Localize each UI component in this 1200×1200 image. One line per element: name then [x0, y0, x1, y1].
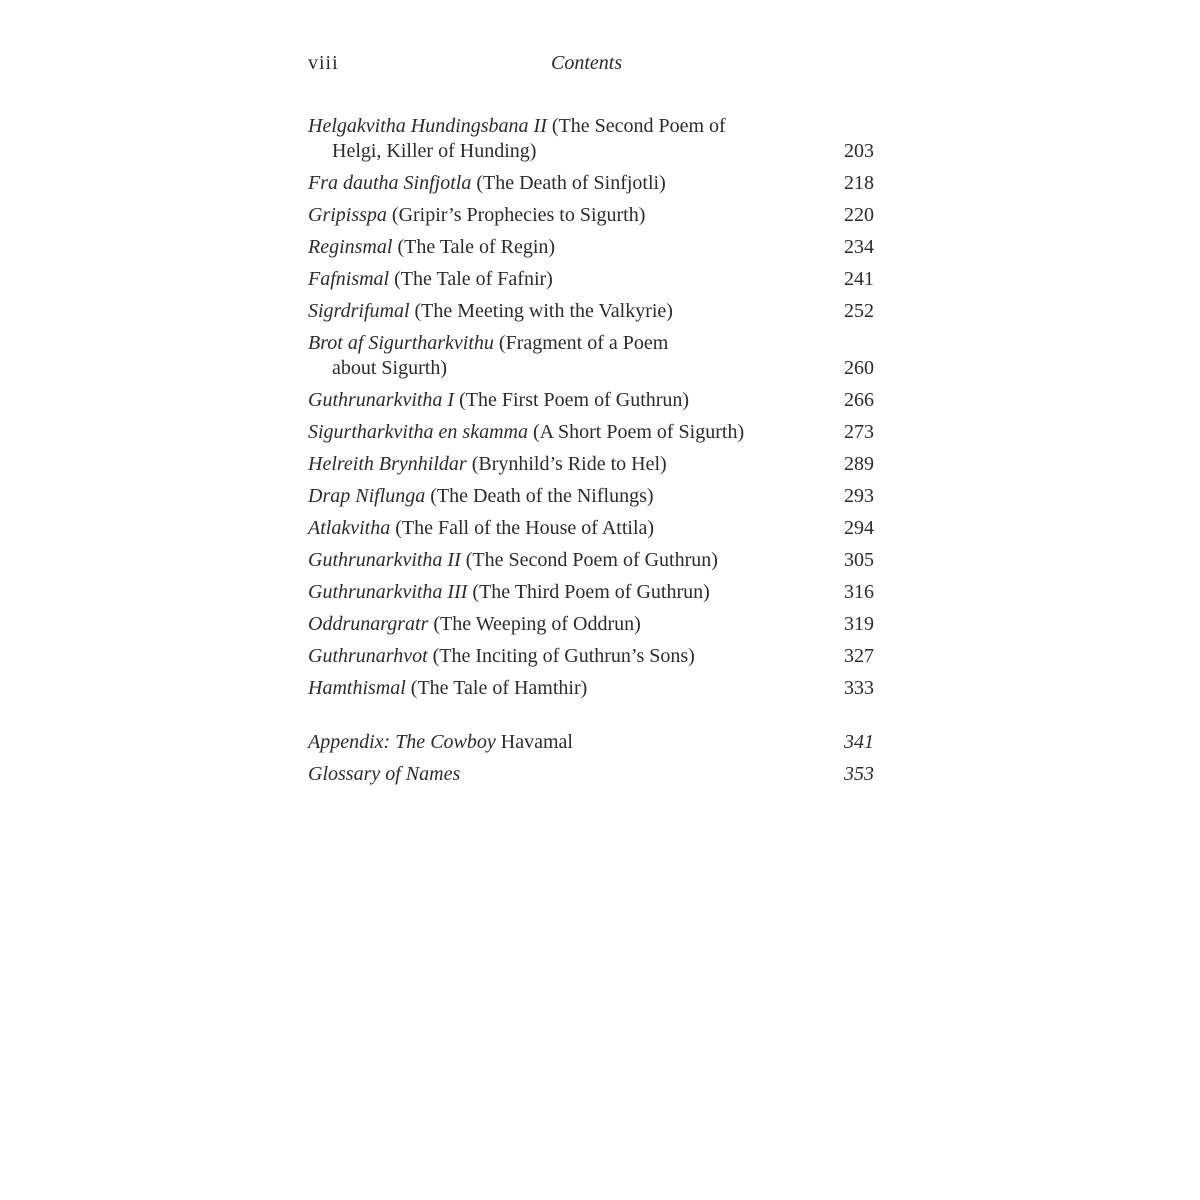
toc-entry-page: 260 — [844, 357, 874, 379]
toc-entry-title: Appendix: The Cowboy — [308, 731, 496, 753]
toc-entry-title: Helreith Brynhildar — [308, 453, 467, 475]
toc-entry-page: 305 — [844, 549, 874, 571]
toc-entry-page: 293 — [844, 485, 874, 507]
toc-entry-page: 218 — [844, 172, 874, 194]
toc-entry-gloss: Havamal — [495, 731, 573, 753]
toc-entry-page: 327 — [844, 645, 874, 667]
toc-entry-page: 273 — [844, 421, 874, 443]
page-folio: viii — [308, 52, 339, 74]
toc-entry-gloss: (The Weeping of Oddrun) — [428, 613, 641, 635]
toc-entry-title: Hamthismal — [308, 677, 406, 699]
toc-entry — [308, 299, 874, 324]
toc-entry — [308, 676, 874, 701]
toc-entry-title: Atlakvitha — [308, 517, 391, 539]
toc-entry-gloss: (The Inciting of Guthrun’s Sons) — [427, 645, 695, 667]
toc-entry-page: 316 — [844, 581, 874, 603]
toc-entry-title: Glossary of Names — [308, 763, 461, 785]
toc-entry — [308, 612, 874, 637]
table-of-contents — [308, 114, 874, 794]
toc-entry-page: 220 — [844, 204, 874, 226]
toc-entry — [308, 644, 874, 669]
toc-entry-title: Oddrunargratr — [308, 613, 429, 635]
toc-entry-gloss: (The Fall of the House of Attila) — [390, 517, 655, 539]
toc-entry-gloss: (The Death of the Niflungs) — [425, 485, 654, 507]
toc-entry — [308, 580, 874, 605]
toc-entry — [308, 331, 874, 381]
toc-entry-gloss: (Brynhild’s Ride to Hel) — [466, 453, 667, 475]
toc-entry — [308, 516, 874, 541]
toc-entry-page: 289 — [844, 453, 874, 475]
toc-entry-gloss: (The Second Poem of — [546, 115, 726, 137]
toc-entry-page: 266 — [844, 389, 874, 411]
toc-entry-page: 333 — [844, 677, 874, 699]
toc-entry-title: Drap Niflunga — [308, 485, 426, 507]
section-gap — [308, 708, 874, 730]
toc-entry-title: Guthrunarkvitha II — [308, 549, 461, 571]
toc-entry — [308, 267, 874, 292]
toc-entry-title: Sigrdrifumal — [308, 300, 410, 322]
toc-entry — [308, 203, 874, 228]
toc-entry-title: Sigurtharkvitha en skamma — [308, 421, 528, 443]
toc-entry — [308, 548, 874, 573]
toc-entry — [308, 235, 874, 260]
toc-entry-title: Guthrunarkvitha I — [308, 389, 455, 411]
toc-entry-page: 241 — [844, 268, 874, 290]
running-head-title: Contents — [551, 52, 623, 74]
toc-entry-gloss: (Fragment of a Poem — [493, 332, 669, 354]
toc-entry-page: 319 — [844, 613, 874, 635]
toc-entry-page: 203 — [844, 140, 874, 162]
toc-entry-gloss: (The First Poem of Guthrun) — [454, 389, 690, 411]
toc-entry-title: Guthrunarhvot — [308, 645, 428, 667]
toc-entry-title: Brot af Sigurtharkvithu — [308, 332, 494, 354]
toc-entry-gloss: (Gripir’s Prophecies to Sigurth) — [386, 204, 646, 226]
toc-entry — [308, 484, 874, 509]
toc-entry-page: 234 — [844, 236, 874, 258]
toc-entry-gloss: (The Tale of Fafnir) — [389, 268, 553, 290]
toc-entry — [308, 452, 874, 477]
toc-entry-gloss: (The Tale of Regin) — [392, 236, 556, 258]
toc-entry-gloss-continued: about Sigurth) — [332, 357, 447, 379]
toc-entry-gloss: (The Third Poem of Guthrun) — [467, 581, 710, 603]
toc-entry-gloss: (The Tale of Hamthir) — [405, 677, 588, 699]
toc-entry-gloss: (The Meeting with the Valkyrie) — [409, 300, 673, 322]
toc-entry — [308, 420, 874, 445]
toc-entry — [308, 114, 874, 164]
toc-entry-page: 353 — [844, 763, 874, 785]
toc-entry-appendix — [308, 730, 874, 755]
running-head — [308, 52, 874, 82]
toc-entry-title: Guthrunarkvitha III — [308, 581, 468, 603]
toc-entry-title: Reginsmal — [308, 236, 393, 258]
toc-entry — [308, 171, 874, 196]
toc-entry-gloss: (A Short Poem of Sigurth) — [527, 421, 745, 443]
toc-entry-gloss: (The Death of Sinfjotli) — [471, 172, 666, 194]
toc-entry-page: 341 — [844, 731, 874, 753]
toc-entry-glossary — [308, 762, 874, 787]
toc-entry-gloss-continued: Helgi, Killer of Hunding) — [332, 140, 537, 162]
toc-entry-title: Fra dautha Sinfjotla — [308, 172, 472, 194]
toc-entry-title: Helgakvitha Hundingsbana II — [308, 115, 547, 137]
toc-entry-page: 294 — [844, 517, 874, 539]
toc-entry-gloss: (The Second Poem of Guthrun) — [460, 549, 718, 571]
toc-entry-title: Fafnismal — [308, 268, 390, 290]
toc-entry-page: 252 — [844, 300, 874, 322]
toc-entry-title: Gripisspa — [308, 204, 387, 226]
toc-entry — [308, 388, 874, 413]
